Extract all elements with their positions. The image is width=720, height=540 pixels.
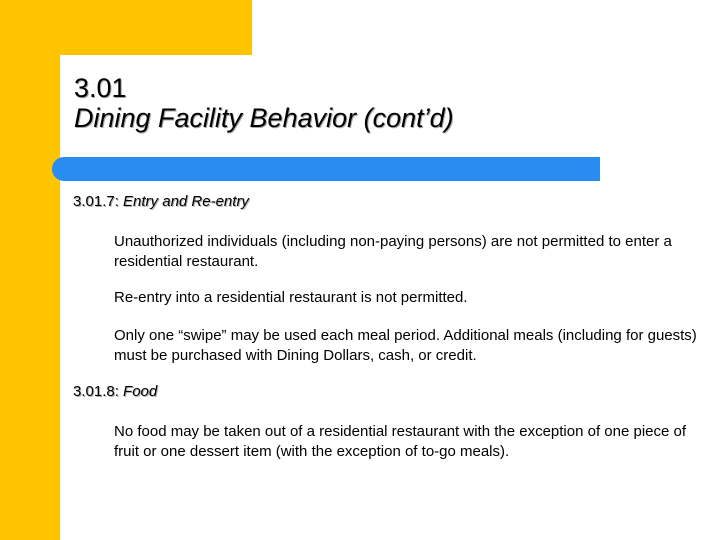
paragraph-unauthorized: Unauthorized individuals (including non-paying persons) are not permitted to enter a residential restaurant. — [114, 233, 672, 270]
section-number: 3.01.7: — [73, 193, 119, 210]
paragraph-food: No food may be taken out of a residential restaurant with the exception of one piece of fruit or one dessert item (with the exception of to-go meals). — [114, 423, 687, 460]
section-name: Food — [123, 383, 158, 400]
slide-title — [74, 73, 454, 133]
title-text: Dining Facility Behavior — [74, 103, 357, 133]
section-heading-entry — [73, 193, 249, 211]
divider-bar — [52, 157, 600, 181]
title-suffix: (cont’d) — [363, 103, 454, 133]
title-text-line — [74, 103, 454, 133]
title-number: 3.01 — [74, 73, 127, 103]
paragraph-reentry: Re-entry into a residential restaurant is not permitted. — [114, 289, 468, 306]
paragraph-swipe: Only one “swipe” may be used each meal period. Additional meals (including for guests) must be purchased with Dining Dollars, cash, or credit. — [114, 327, 697, 364]
section-number: 3.01.8: — [73, 383, 119, 400]
section-name: Entry and Re-entry — [123, 193, 249, 210]
section-heading-food — [73, 383, 157, 401]
